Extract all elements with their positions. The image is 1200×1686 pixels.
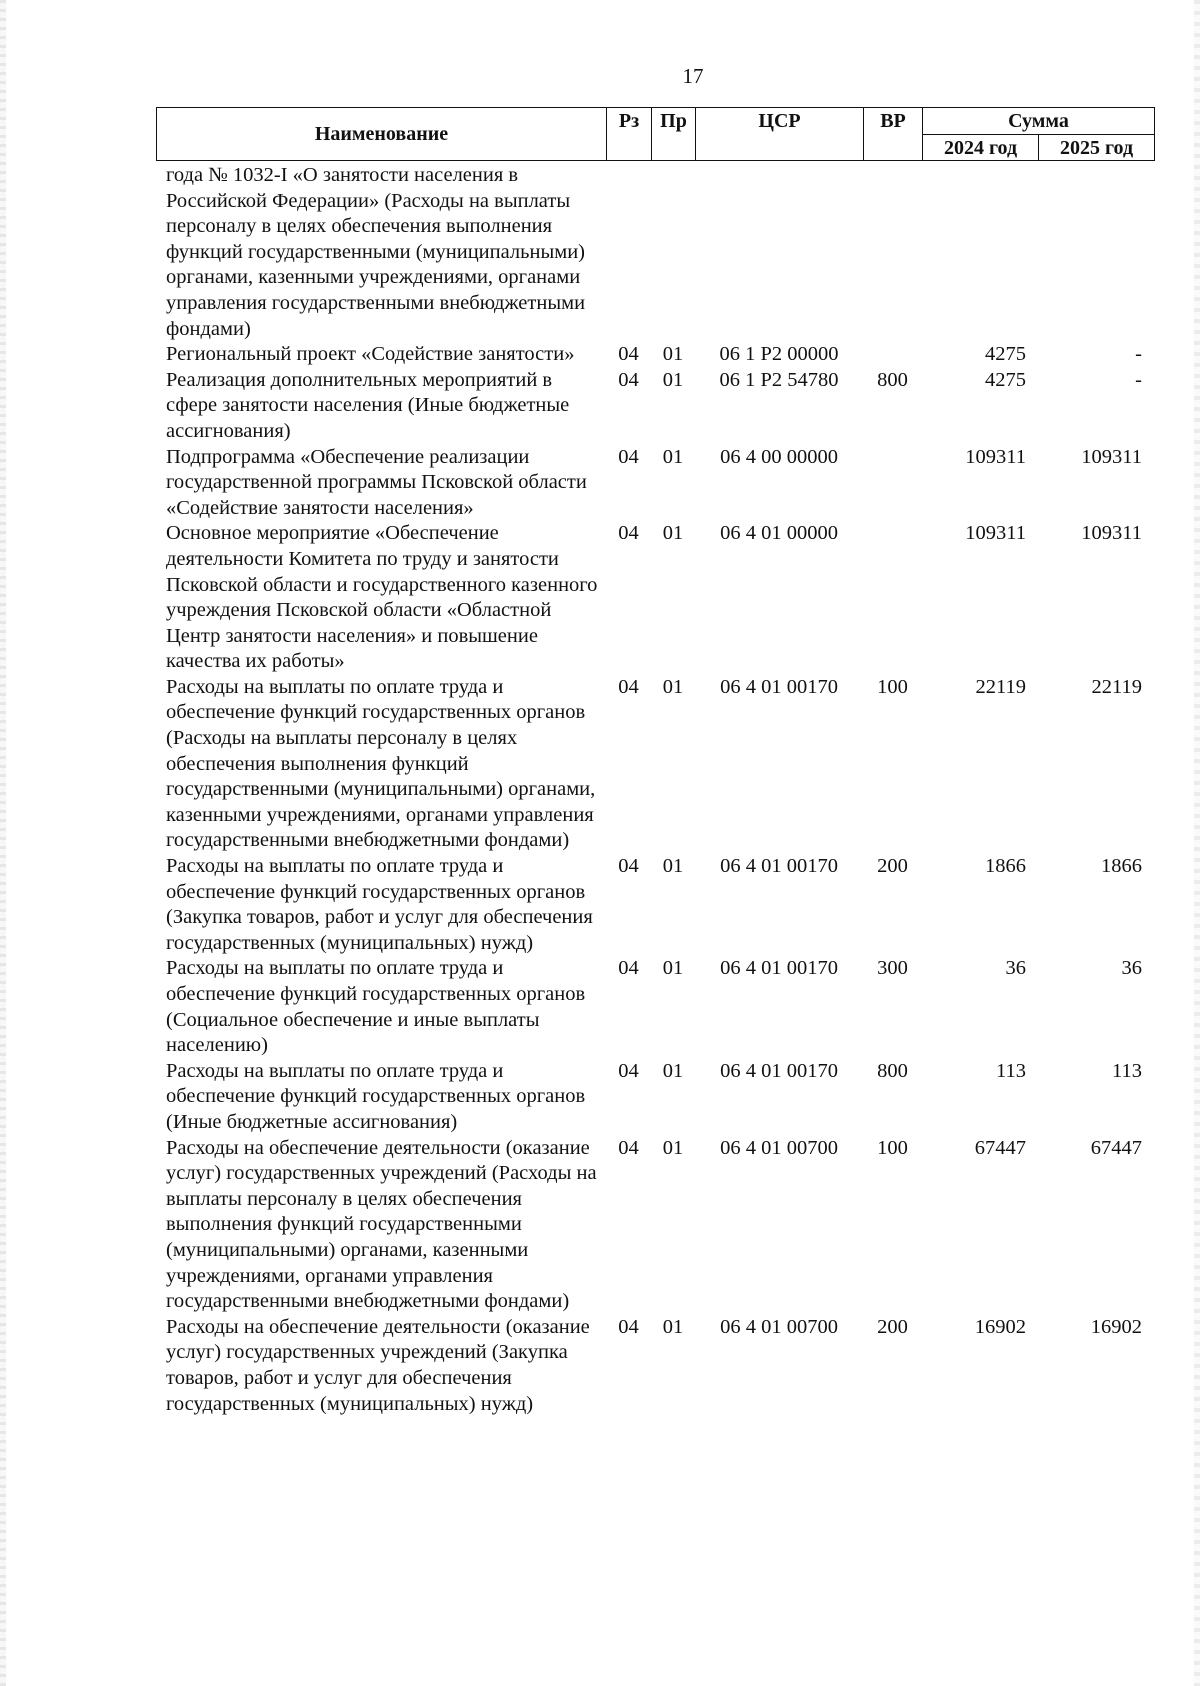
table-row: [156, 1136, 1154, 1315]
table-row: [156, 445, 1154, 522]
cell-pr: [651, 163, 695, 342]
cell-vr: 100: [877, 1136, 908, 1159]
cell-amount-2024: 16902: [974, 1315, 1026, 1338]
table-row: [156, 1059, 1154, 1136]
cell-name: Расходы на обеспечение деятельности (оказание услуг) государственных учреждений (Расходы на выплаты персоналу в целях обеспечения выполнения функций государственными (муниципальными) органами, казенными учреждениями, органами управления государственными внебюджетными фондами): [166, 1136, 597, 1313]
cell-rz: 04: [618, 855, 639, 878]
scan-edge-right: [1194, 0, 1200, 1686]
scan-edge-left: [0, 0, 6, 1686]
cell-csr: 06 4 01 00170: [720, 1059, 838, 1082]
cell-rz: 04: [618, 522, 639, 545]
cell-csr: 06 4 01 00170: [720, 855, 838, 878]
cell-amount-2025: 1866: [1101, 855, 1142, 878]
cell-amount-2025: 16902: [1090, 1315, 1142, 1338]
cell-name: Реализация дополнительных мероприятий в сфере занятости населения (Иные бюджетные ассигнования): [166, 368, 570, 442]
cell-name: Расходы на обеспечение деятельности (оказание услуг) государственных учреждений (Закупка товаров, работ и услуг для обеспечения государственных (муниципальных) нужд): [166, 1315, 590, 1415]
cell-vr: [863, 521, 922, 675]
cell-amount-2025: [1038, 163, 1154, 342]
cell-pr: 01: [662, 368, 684, 391]
header-name: Наименование: [157, 108, 607, 161]
cell-rz: 04: [618, 1059, 639, 1082]
cell-vr: 200: [877, 855, 908, 878]
cell-pr: 01: [662, 343, 684, 366]
table-row: [156, 163, 1154, 342]
cell-name: года № 1032-I «О занятости населения в Российской Федерации» (Расходы на выплаты персоналу в целях обеспечения выполнения функций государственными (муниципальными) органами, казенными учреждениями, органами управления государственными внебюджетными фондами): [166, 164, 586, 340]
header-pr: Пр: [652, 108, 696, 161]
header-year-2025: 2025 год: [1039, 135, 1155, 161]
cell-amount-2024: 36: [1005, 957, 1026, 980]
header-year-2024: 2024 год: [923, 135, 1039, 161]
cell-name: Основное мероприятие «Обеспечение деятельности Комитета по труду и занятости Псковской области и государственного казенного учреждения Псковской области «Областной Центр занятости населения» и повышение качества их работы»: [166, 522, 598, 673]
cell-csr: 06 1 P2 00000: [719, 343, 839, 366]
cell-rz: 04: [618, 675, 639, 698]
cell-amount-2024: [922, 163, 1038, 342]
table-row: [156, 521, 1154, 675]
cell-amount-2024: 4275: [985, 343, 1026, 366]
cell-rz: 04: [618, 368, 639, 391]
cell-name: Расходы на выплаты по оплате труда и обеспечение функций государственных органов (Социальное обеспечение и иные выплаты населению): [166, 957, 586, 1057]
cell-rz: 04: [618, 1315, 639, 1338]
cell-csr: 06 4 01 00700: [720, 1136, 838, 1159]
table-row: [156, 342, 1154, 368]
cell-amount-2024: 109311: [965, 522, 1026, 545]
cell-csr: 06 4 01 00170: [720, 957, 838, 980]
cell-csr: 06 1 P2 54780: [719, 368, 839, 391]
cell-vr: [863, 342, 922, 368]
cell-amount-2025: -: [1135, 368, 1142, 391]
cell-amount-2025: 36: [1121, 957, 1142, 980]
cell-csr: [695, 163, 863, 342]
cell-pr: 01: [662, 855, 684, 878]
cell-rz: 04: [618, 445, 639, 468]
table-row: [156, 368, 1154, 445]
cell-name: Расходы на выплаты по оплате труда и обеспечение функций государственных органов (Расходы на выплаты персоналу в целях обеспечения выполнения функций государственными (муниципальными) органами, казенными учреждениями, органами управления государственными внебюджетными фондами): [166, 675, 596, 852]
cell-amount-2024: 1866: [985, 855, 1026, 878]
cell-vr: [863, 445, 922, 522]
cell-name: Расходы на выплаты по оплате труда и обеспечение функций государственных органов (Иные бюджетные ассигнования): [166, 1059, 586, 1133]
cell-rz: 04: [618, 1136, 639, 1159]
budget-table: [156, 163, 1154, 1417]
cell-vr: 200: [877, 1315, 908, 1338]
header-csr: ЦСР: [696, 108, 864, 161]
cell-name: Подпрограмма «Обеспечение реализации государственной программы Псковской области «Содействие занятости населения»: [166, 445, 587, 519]
table-row: [156, 675, 1154, 854]
cell-csr: 06 4 01 00170: [720, 675, 838, 698]
cell-vr: 800: [877, 368, 908, 391]
table-row: [156, 1315, 1154, 1417]
cell-vr: [863, 163, 922, 342]
cell-pr: 01: [662, 1315, 684, 1338]
table-row: [156, 854, 1154, 956]
cell-csr: 06 4 01 00700: [720, 1315, 838, 1338]
cell-amount-2025: 113: [1112, 1059, 1142, 1082]
cell-rz: [606, 163, 651, 342]
cell-amount-2024: 67447: [974, 1136, 1026, 1159]
cell-amount-2025: 109311: [1081, 445, 1142, 468]
cell-pr: 01: [662, 1136, 684, 1159]
cell-pr: 01: [662, 957, 684, 980]
cell-amount-2025: -: [1135, 343, 1142, 366]
cell-name: Региональный проект «Содействие занятости»: [166, 343, 575, 366]
cell-vr: 800: [877, 1059, 908, 1082]
header-rz: Рз: [607, 108, 652, 161]
cell-pr: 01: [662, 1059, 684, 1082]
table-row: [156, 956, 1154, 1058]
header-vr: ВР: [864, 108, 923, 161]
cell-vr: 100: [877, 675, 908, 698]
cell-rz: 04: [618, 957, 639, 980]
cell-amount-2024: 22119: [975, 675, 1026, 698]
cell-csr: 06 4 01 00000: [720, 522, 838, 545]
cell-pr: 01: [662, 445, 684, 468]
cell-pr: 01: [662, 522, 684, 545]
cell-name: Расходы на выплаты по оплате труда и обеспечение функций государственных органов (Закупка товаров, работ и услуг для обеспечения государственных (муниципальных) нужд): [166, 855, 593, 954]
cell-pr: 01: [662, 675, 684, 698]
page-number: 17: [682, 64, 704, 88]
cell-amount-2025: 22119: [1091, 675, 1142, 698]
cell-amount-2024: 109311: [965, 445, 1026, 468]
cell-vr: 300: [877, 957, 908, 980]
cell-amount-2025: 67447: [1090, 1136, 1142, 1159]
cell-rz: 04: [618, 343, 639, 366]
cell-amount-2024: 113: [996, 1059, 1026, 1082]
table-header: [156, 107, 1155, 161]
header-sum: Сумма: [923, 108, 1155, 135]
cell-amount-2024: 4275: [985, 368, 1026, 391]
cell-amount-2025: 109311: [1081, 522, 1142, 545]
cell-csr: 06 4 00 00000: [720, 445, 838, 468]
